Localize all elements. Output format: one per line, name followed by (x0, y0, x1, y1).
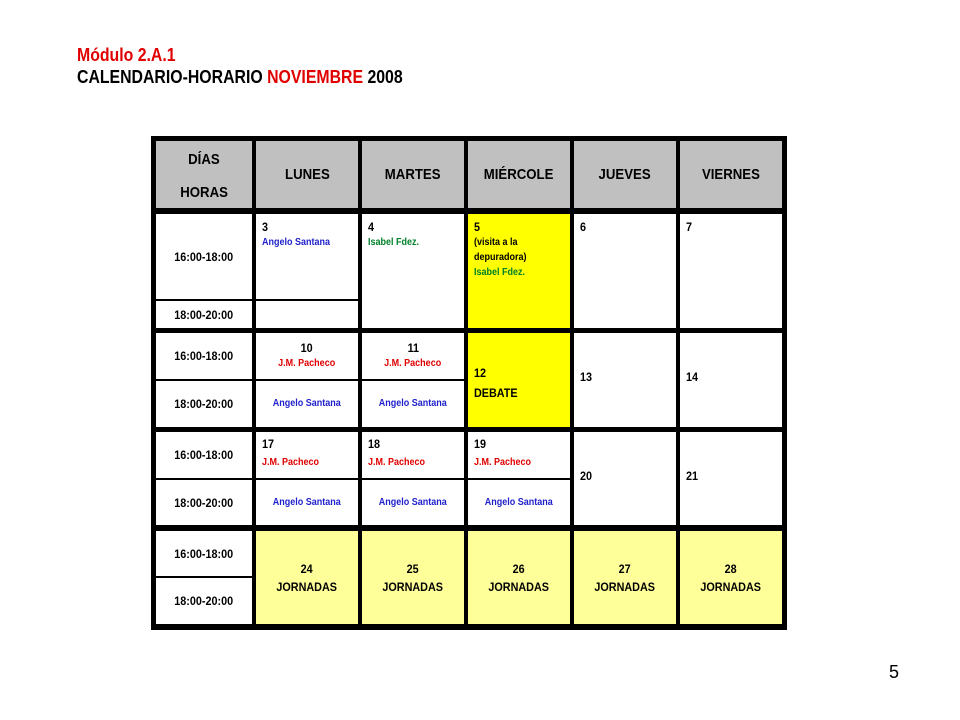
time-slot-week3-late: 18:00-20:00 (156, 480, 252, 525)
title-prefix: CALENDARIO-HORARIO (77, 67, 263, 87)
day-cell-3-late (256, 301, 358, 328)
day-cell-19: 19 J.M. Pacheco (468, 432, 570, 478)
day-cell-4: 4 Isabel Fdez. (362, 214, 464, 328)
day-cell-6: 6 (574, 214, 676, 328)
day-header-martes: MARTES (362, 141, 464, 208)
day-cell-25: 25 JORNADAS (362, 531, 464, 624)
day-cell-28: 28 JORNADAS (680, 531, 782, 624)
day-header-miercoles: MIÉRCOLE (468, 141, 570, 208)
day-cell-27: 27 JORNADAS (574, 531, 676, 624)
time-slot-week2-late: 18:00-20:00 (156, 381, 252, 427)
day-cell-11-late: Angelo Santana (362, 381, 464, 427)
horas-header: HORAS (156, 177, 252, 208)
time-slot-week2-early: 16:00-18:00 (156, 333, 252, 379)
day-cell-10-late: Angelo Santana (256, 381, 358, 427)
day-cell-13: 13 (574, 333, 676, 427)
calendar-title (77, 66, 403, 88)
day-cell-10: 10 J.M. Pacheco (256, 333, 358, 379)
time-slot-week1-late: 18:00-20:00 (156, 301, 252, 328)
title-month: NOVIEMBRE (267, 67, 364, 87)
day-cell-24: 24 JORNADAS (256, 531, 358, 624)
time-slot-week4-late: 18:00-20:00 (156, 578, 252, 624)
day-header-jueves: JUEVES (574, 141, 676, 208)
calendar-table (151, 136, 787, 630)
day-cell-26: 26 JORNADAS (468, 531, 570, 624)
day-cell-18-late: Angelo Santana (362, 480, 464, 525)
day-cell-18: 18 J.M. Pacheco (362, 432, 464, 478)
time-slot-week4-early: 16:00-18:00 (156, 531, 252, 576)
title-block (77, 44, 403, 88)
day-cell-19-late: Angelo Santana (468, 480, 570, 525)
time-slot-week3-early: 16:00-18:00 (156, 432, 252, 478)
day-cell-21: 21 (680, 432, 782, 525)
page-number: 5 (889, 662, 900, 682)
title-year: 2008 (367, 67, 403, 87)
day-cell-14: 14 (680, 333, 782, 427)
day-header-lunes: LUNES (256, 141, 358, 208)
day-cell-17: 17 J.M. Pacheco (256, 432, 358, 478)
day-cell-5: 5 (visita a la depuradora) Isabel Fdez. (468, 214, 570, 328)
day-cell-7: 7 (680, 214, 782, 328)
day-header-viernes: VIERNES (680, 141, 782, 208)
dias-header: DÍAS (156, 141, 252, 177)
day-cell-12: 12 DEBATE (468, 333, 570, 427)
module-label: Módulo 2.A.1 (77, 45, 176, 65)
day-cell-20: 20 (574, 432, 676, 525)
time-slot-week1-early: 16:00-18:00 (156, 214, 252, 299)
day-cell-17-late: Angelo Santana (256, 480, 358, 525)
day-cell-3: 3 Angelo Santana (256, 214, 358, 299)
day-cell-11: 11 J.M. Pacheco (362, 333, 464, 379)
